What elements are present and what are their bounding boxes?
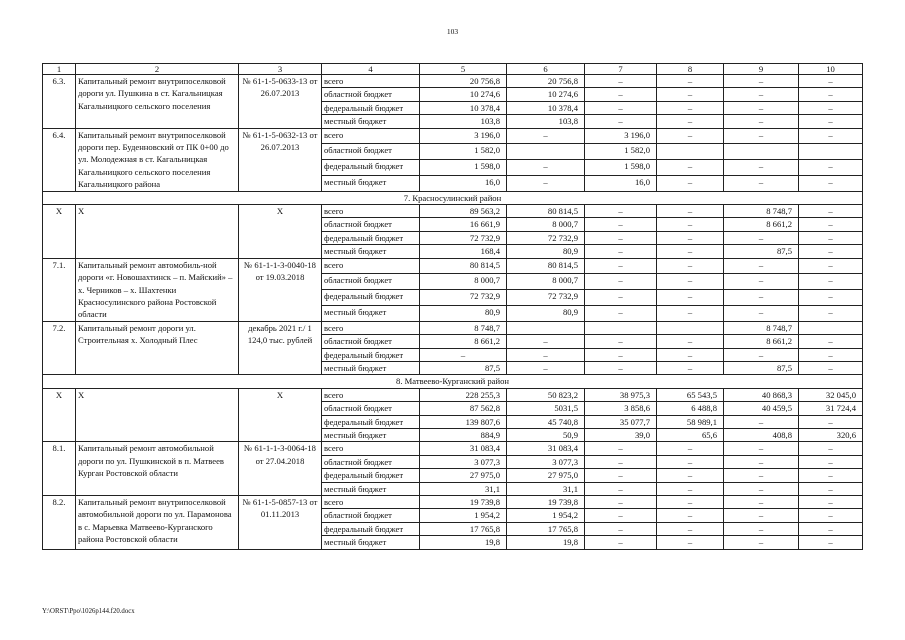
amount-cell: – (799, 509, 863, 522)
amount-cell: – (724, 348, 799, 361)
amount-cell: – (799, 305, 863, 321)
amount-cell: – (799, 522, 863, 535)
amount-cell: 72 732,9 (420, 290, 507, 306)
amount-cell: – (585, 522, 657, 535)
amount-cell: 3 196,0 (585, 128, 657, 144)
amount-cell: – (724, 496, 799, 509)
amount-cell: 32 045,0 (799, 388, 863, 401)
amount-cell: – (799, 415, 863, 428)
amount-cell: 87,5 (420, 361, 507, 374)
amount-cell: – (724, 115, 799, 128)
amount-cell: – (507, 128, 585, 144)
amount-cell: – (585, 305, 657, 321)
amount-cell: – (799, 455, 863, 468)
amount-cell: 8 000,7 (420, 274, 507, 290)
item-document: Х (239, 205, 322, 259)
table-row (43, 496, 863, 509)
amount-cell: 80 814,5 (507, 205, 585, 218)
amount-cell: – (657, 115, 724, 128)
budget-source-label: областной бюджет (322, 509, 420, 522)
amount-cell: – (585, 469, 657, 482)
amount-cell: – (657, 245, 724, 258)
amount-cell: 89 563,2 (420, 205, 507, 218)
amount-cell: – (585, 361, 657, 374)
amount-cell: 10 274,6 (507, 88, 585, 101)
amount-cell: – (585, 290, 657, 306)
amount-cell: – (657, 482, 724, 495)
budget-source-label: областной бюджет (322, 335, 420, 348)
amount-cell: 8 748,7 (724, 321, 799, 334)
item-number: 8.2. (43, 496, 76, 550)
amount-cell: 8 661,2 (724, 218, 799, 231)
amount-cell: 80,9 (507, 245, 585, 258)
amount-cell: 38 975,3 (585, 388, 657, 401)
amount-cell (585, 321, 657, 334)
budget-source-label: местный бюджет (322, 536, 420, 549)
item-name: Х (76, 205, 239, 259)
amount-cell: – (799, 245, 863, 258)
amount-cell: – (799, 482, 863, 495)
column-number: 1 (43, 64, 76, 75)
column-number: 7 (585, 64, 657, 75)
amount-cell: 8 661,2 (724, 335, 799, 348)
item-name: Х (76, 388, 239, 442)
amount-cell: – (799, 175, 863, 191)
amount-cell: – (657, 175, 724, 191)
amount-cell: – (507, 348, 585, 361)
amount-cell: – (657, 205, 724, 218)
amount-cell: 27 975,0 (507, 469, 585, 482)
amount-cell: 20 756,8 (420, 75, 507, 88)
budget-source-label: федеральный бюджет (322, 101, 420, 114)
budget-table (42, 63, 863, 550)
column-number: 10 (799, 64, 863, 75)
amount-cell: 228 255,3 (420, 388, 507, 401)
amount-cell: – (585, 496, 657, 509)
amount-cell: 1 582,0 (585, 144, 657, 160)
amount-cell: – (799, 536, 863, 549)
amount-cell: 72 732,9 (507, 231, 585, 244)
amount-cell: – (724, 160, 799, 176)
amount-cell: – (657, 75, 724, 88)
amount-cell: – (799, 101, 863, 114)
amount-cell: – (657, 469, 724, 482)
amount-cell (657, 144, 724, 160)
amount-cell: – (657, 128, 724, 144)
item-number: 7.1. (43, 258, 76, 321)
amount-cell: 19 739,8 (507, 496, 585, 509)
amount-cell: 17 765,8 (420, 522, 507, 535)
amount-cell: – (585, 335, 657, 348)
amount-cell (507, 144, 585, 160)
item-number: 7.2. (43, 321, 76, 375)
budget-source-label: федеральный бюджет (322, 231, 420, 244)
amount-cell: 168,4 (420, 245, 507, 258)
amount-cell: 87,5 (724, 361, 799, 374)
amount-cell: 139 807,6 (420, 415, 507, 428)
file-path-footer: Y:\ORST\Ppo\1026p144.f20.docx (42, 608, 135, 615)
amount-cell: – (724, 455, 799, 468)
column-number: 5 (420, 64, 507, 75)
item-document: № 61-1-5-0633-13 от 26.07.2013 (239, 75, 322, 129)
amount-cell: 72 732,9 (420, 231, 507, 244)
budget-source-label: всего (322, 258, 420, 274)
item-document: № 61-1-1-3-0064-18 от 27.04.2018 (239, 442, 322, 496)
budget-source-label: федеральный бюджет (322, 348, 420, 361)
amount-cell: 320,6 (799, 428, 863, 441)
amount-cell: – (724, 128, 799, 144)
amount-cell: 10 378,4 (420, 101, 507, 114)
amount-cell: 31 724,4 (799, 402, 863, 415)
table-row (43, 258, 863, 274)
budget-source-label: федеральный бюджет (322, 290, 420, 306)
column-number: 4 (322, 64, 420, 75)
amount-cell: – (724, 258, 799, 274)
amount-cell: 1 598,0 (420, 160, 507, 176)
item-document: № 61-1-5-0857-13 от 01.11.2013 (239, 496, 322, 550)
item-name: Капитальный ремонт внутрипоселковой дороги пер. Буденновский от ПК 0+00 до ул. Молодежная в ст. Кагальницкая Кагальницкого сельского поселения Кагальницкого района (76, 128, 239, 191)
amount-cell: 87 562,8 (420, 402, 507, 415)
amount-cell: – (657, 509, 724, 522)
amount-cell: – (799, 218, 863, 231)
amount-cell: – (585, 205, 657, 218)
amount-cell (724, 144, 799, 160)
amount-cell: – (585, 101, 657, 114)
amount-cell: 20 756,8 (507, 75, 585, 88)
amount-cell: – (724, 522, 799, 535)
amount-cell: – (585, 455, 657, 468)
amount-cell: – (724, 274, 799, 290)
amount-cell: – (799, 160, 863, 176)
item-document: № 61-1-5-0632-13 от 26.07.2013 (239, 128, 322, 191)
amount-cell: – (585, 245, 657, 258)
amount-cell: 6 488,8 (657, 402, 724, 415)
amount-cell: 19 739,8 (420, 496, 507, 509)
table-row (43, 75, 863, 88)
column-number: 2 (76, 64, 239, 75)
amount-cell: – (799, 496, 863, 509)
amount-cell: 3 196,0 (420, 128, 507, 144)
amount-cell: – (420, 348, 507, 361)
section-title: 8. Матвеево-Курганский район (43, 375, 863, 388)
budget-source-label: местный бюджет (322, 305, 420, 321)
amount-cell: 5031,5 (507, 402, 585, 415)
amount-cell: 27 975,0 (420, 469, 507, 482)
amount-cell: – (724, 231, 799, 244)
amount-cell: – (507, 361, 585, 374)
budget-source-label: местный бюджет (322, 482, 420, 495)
amount-cell: 50 823,2 (507, 388, 585, 401)
amount-cell: – (585, 274, 657, 290)
amount-cell: – (657, 522, 724, 535)
amount-cell: 35 077,7 (585, 415, 657, 428)
amount-cell: – (657, 496, 724, 509)
budget-source-label: федеральный бюджет (322, 469, 420, 482)
amount-cell: – (799, 361, 863, 374)
amount-cell: – (657, 335, 724, 348)
amount-cell: – (657, 290, 724, 306)
amount-cell: – (657, 231, 724, 244)
amount-cell: – (657, 361, 724, 374)
amount-cell: 103,8 (420, 115, 507, 128)
amount-cell: – (657, 305, 724, 321)
amount-cell: – (799, 231, 863, 244)
amount-cell: 31,1 (420, 482, 507, 495)
amount-cell: 40 459,5 (724, 402, 799, 415)
amount-cell: – (724, 509, 799, 522)
amount-cell: 1 582,0 (420, 144, 507, 160)
amount-cell: 50,9 (507, 428, 585, 441)
amount-cell: – (799, 335, 863, 348)
item-document: декабрь 2021 г./ 1 124,0 тыс. рублей (239, 321, 322, 375)
budget-source-label: всего (322, 321, 420, 334)
amount-cell: 39,0 (585, 428, 657, 441)
amount-cell: – (657, 455, 724, 468)
amount-cell: 16 661,9 (420, 218, 507, 231)
budget-source-label: всего (322, 128, 420, 144)
amount-cell: – (585, 442, 657, 455)
amount-cell: – (724, 305, 799, 321)
budget-source-label: местный бюджет (322, 175, 420, 191)
budget-source-label: областной бюджет (322, 144, 420, 160)
amount-cell: – (724, 290, 799, 306)
section-row (43, 191, 863, 204)
budget-source-label: областной бюджет (322, 402, 420, 415)
amount-cell: – (799, 274, 863, 290)
amount-cell: 103,8 (507, 115, 585, 128)
item-name: Капитальный ремонт автомобиль-ной дороги «г. Новошахтинск – п. Майский» – х. Черников – х. Шахтенки Красносулинского района Ростовской области (76, 258, 239, 321)
item-number: Х (43, 205, 76, 259)
amount-cell: 31,1 (507, 482, 585, 495)
amount-cell: – (799, 88, 863, 101)
amount-cell: – (657, 536, 724, 549)
amount-cell: – (657, 442, 724, 455)
column-number: 6 (507, 64, 585, 75)
amount-cell: – (657, 274, 724, 290)
section-row (43, 375, 863, 388)
amount-cell: 1 598,0 (585, 160, 657, 176)
amount-cell: 87,5 (724, 245, 799, 258)
table-row (43, 321, 863, 334)
amount-cell: – (585, 75, 657, 88)
amount-cell: 8 661,2 (420, 335, 507, 348)
amount-cell: 3 858,6 (585, 402, 657, 415)
item-number: 6.3. (43, 75, 76, 129)
amount-cell: – (657, 218, 724, 231)
amount-cell: 45 740,8 (507, 415, 585, 428)
amount-cell: – (799, 469, 863, 482)
budget-source-label: областной бюджет (322, 455, 420, 468)
amount-cell: – (799, 205, 863, 218)
amount-cell: 31 083,4 (420, 442, 507, 455)
amount-cell: 1 954,2 (507, 509, 585, 522)
amount-cell: 19,8 (507, 536, 585, 549)
table-body (43, 64, 863, 550)
amount-cell: – (799, 290, 863, 306)
item-name: Капитальный ремонт внутрипоселковой дороги ул. Пушкина в ст. Кагальницкая Кагальницкого сельского поселения (76, 75, 239, 129)
amount-cell: – (657, 101, 724, 114)
amount-cell: 31 083,4 (507, 442, 585, 455)
table-row (43, 388, 863, 401)
amount-cell: 10 274,6 (420, 88, 507, 101)
amount-cell: – (585, 88, 657, 101)
amount-cell: 40 868,3 (724, 388, 799, 401)
amount-cell: – (799, 442, 863, 455)
amount-cell: 8 000,7 (507, 218, 585, 231)
column-number: 8 (657, 64, 724, 75)
amount-cell: – (724, 88, 799, 101)
table-row (43, 128, 863, 144)
amount-cell (799, 321, 863, 334)
budget-source-label: федеральный бюджет (322, 160, 420, 176)
section-title: 7. Красносулинский район (43, 191, 863, 204)
amount-cell: – (507, 160, 585, 176)
amount-cell: 884,9 (420, 428, 507, 441)
budget-source-label: областной бюджет (322, 274, 420, 290)
amount-cell: – (585, 482, 657, 495)
amount-cell: 80,9 (507, 305, 585, 321)
item-name: Капитальный ремонт автомобильной дороги по ул. Пушкинской в п. Матвеев Курган Ростовской области (76, 442, 239, 496)
budget-source-label: местный бюджет (322, 245, 420, 258)
amount-cell: – (724, 415, 799, 428)
budget-source-label: всего (322, 442, 420, 455)
amount-cell: – (724, 175, 799, 191)
budget-source-label: федеральный бюджет (322, 415, 420, 428)
amount-cell: – (799, 115, 863, 128)
amount-cell (657, 321, 724, 334)
amount-cell: – (799, 128, 863, 144)
amount-cell: – (724, 536, 799, 549)
amount-cell: – (657, 160, 724, 176)
amount-cell: 8 748,7 (420, 321, 507, 334)
item-number: 6.4. (43, 128, 76, 191)
budget-source-label: местный бюджет (322, 428, 420, 441)
amount-cell: – (585, 348, 657, 361)
table-row (43, 442, 863, 455)
amount-cell: 16,0 (585, 175, 657, 191)
amount-cell: 19,8 (420, 536, 507, 549)
amount-cell: 3 077,3 (420, 455, 507, 468)
budget-source-label: местный бюджет (322, 361, 420, 374)
table-row (43, 205, 863, 218)
budget-source-label: местный бюджет (322, 115, 420, 128)
item-name: Капитальный ремонт внутрипоселковой автомобильной дороги по ул. Парамонова в с. Марьевка Матвеево-Курганского района Ростовской области (76, 496, 239, 550)
page-number: 103 (446, 27, 459, 36)
budget-source-label: всего (322, 388, 420, 401)
amount-cell: – (657, 88, 724, 101)
budget-source-label: областной бюджет (322, 88, 420, 101)
amount-cell: – (585, 258, 657, 274)
amount-cell: – (585, 536, 657, 549)
amount-cell: – (799, 348, 863, 361)
amount-cell: – (724, 75, 799, 88)
column-number: 9 (724, 64, 799, 75)
budget-source-label: всего (322, 205, 420, 218)
amount-cell: – (724, 442, 799, 455)
amount-cell: – (799, 75, 863, 88)
amount-cell: – (724, 482, 799, 495)
amount-cell: 17 765,8 (507, 522, 585, 535)
budget-source-label: областной бюджет (322, 218, 420, 231)
amount-cell: 58 989,1 (657, 415, 724, 428)
amount-cell: 72 732,9 (507, 290, 585, 306)
amount-cell: 10 378,4 (507, 101, 585, 114)
amount-cell: – (724, 469, 799, 482)
item-name: Капитальный ремонт дороги ул. Строительная х. Холодный Плес (76, 321, 239, 375)
amount-cell: 8 000,7 (507, 274, 585, 290)
column-number: 3 (239, 64, 322, 75)
amount-cell: 65 543,5 (657, 388, 724, 401)
amount-cell: 16,0 (420, 175, 507, 191)
amount-cell (799, 144, 863, 160)
amount-cell: – (585, 231, 657, 244)
amount-cell: 1 954,2 (420, 509, 507, 522)
budget-source-label: всего (322, 496, 420, 509)
budget-source-label: всего (322, 75, 420, 88)
amount-cell: – (507, 335, 585, 348)
amount-cell: – (799, 258, 863, 274)
amount-cell: – (585, 218, 657, 231)
item-document: № 61-1-1-3-0040-18 от 19.03.2018 (239, 258, 322, 321)
item-number: 8.1. (43, 442, 76, 496)
amount-cell (507, 321, 585, 334)
item-number: Х (43, 388, 76, 442)
amount-cell: 408,8 (724, 428, 799, 441)
amount-cell: – (724, 101, 799, 114)
amount-cell: 3 077,3 (507, 455, 585, 468)
amount-cell: 80 814,5 (420, 258, 507, 274)
amount-cell: 8 748,7 (724, 205, 799, 218)
item-document: Х (239, 388, 322, 442)
budget-source-label: федеральный бюджет (322, 522, 420, 535)
amount-cell: – (507, 175, 585, 191)
column-number-row (43, 64, 863, 75)
amount-cell: – (585, 509, 657, 522)
amount-cell: 80 814,5 (507, 258, 585, 274)
amount-cell: – (657, 258, 724, 274)
amount-cell: – (585, 115, 657, 128)
amount-cell: 80,9 (420, 305, 507, 321)
amount-cell: – (657, 348, 724, 361)
amount-cell: 65,6 (657, 428, 724, 441)
